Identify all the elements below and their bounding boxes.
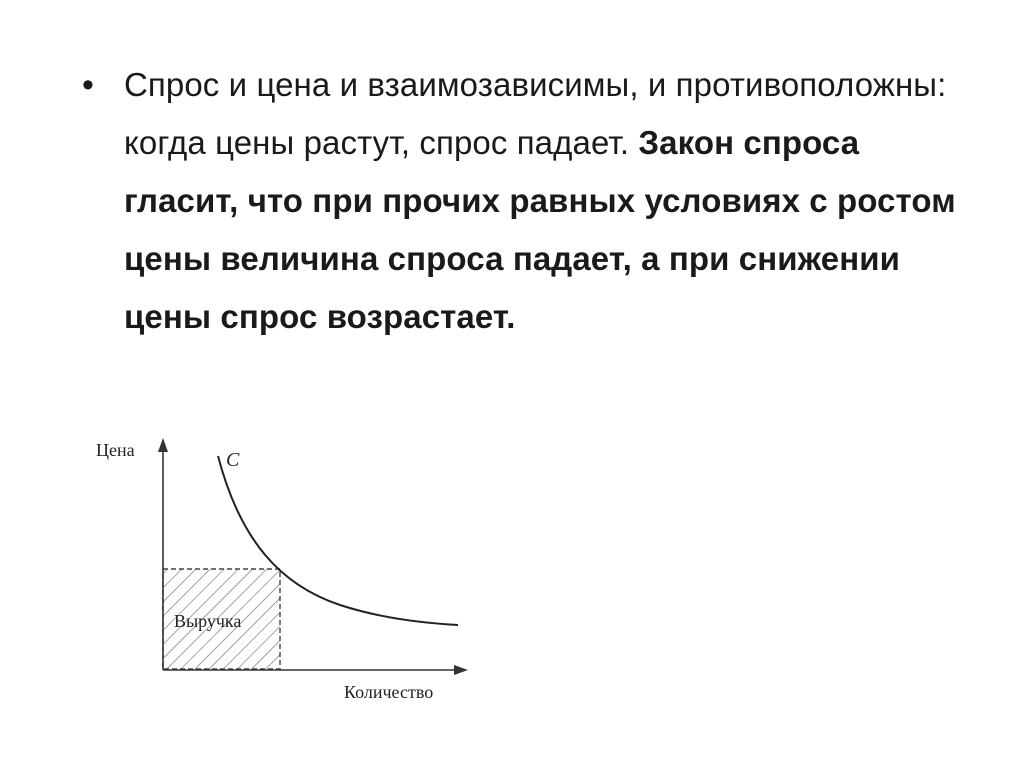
bullet-text: [124, 56, 974, 346]
x-axis-label: Количество: [344, 682, 434, 702]
curve-label: С: [226, 449, 240, 471]
demand-curve-diagram: [80, 430, 500, 720]
bullet-paragraph: [82, 56, 982, 346]
bullet-marker: •: [82, 66, 94, 104]
y-axis-label: Цена: [96, 440, 135, 460]
text-bold-run: Закон спроса гласит, что при прочих равных условиях с ростом цены величина спроса падает, а при снижении цены спрос возрастает.: [124, 124, 956, 335]
x-axis-arrow-icon: [454, 665, 468, 675]
text-normal-run: Спрос и цена и взаимозависимы, и противоположны: когда цены растут, спрос падает.: [124, 66, 947, 161]
y-axis-arrow-icon: [158, 438, 168, 452]
revenue-area-label: Выручка: [174, 611, 242, 631]
demand-curve-figure: [80, 430, 500, 720]
